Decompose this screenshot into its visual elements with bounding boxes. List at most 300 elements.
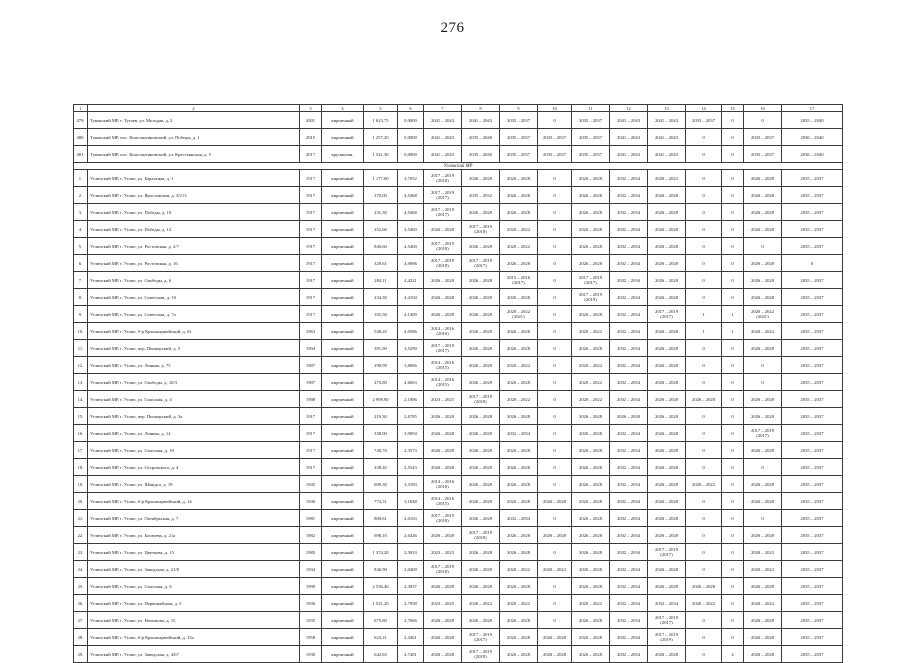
row-number: 14. [74, 391, 88, 408]
table-cell: 2026 – 2028 [648, 238, 686, 255]
table-cell: 2020 – 2022 [538, 561, 572, 578]
column-number: 12 [610, 105, 648, 112]
address-cell: Угличский МР, г. Углич, ул. Цветкова, д. 15 [88, 544, 300, 561]
row-number: 9. [74, 306, 88, 323]
address-cell: Угличский МР, г. Углич, ул. Ростовская, д. 16 [88, 255, 300, 272]
table-cell: 1 [722, 323, 744, 340]
table-cell: 2 998,90 [364, 391, 398, 408]
table-cell: 2026 – 2028 [744, 255, 782, 272]
table-cell: 846,90 [364, 561, 398, 578]
table-cell: 0,0000 [398, 112, 424, 129]
table-cell: 0 [686, 561, 722, 578]
table-cell: 2023 – 2025 [424, 595, 462, 612]
table-cell: 219,30 [364, 408, 398, 425]
address-cell: Угличский МР, г. Углич, ул. Свободы, д. 6 [88, 272, 300, 289]
table-cell: 0 [538, 595, 572, 612]
table-cell: 0 [722, 476, 744, 493]
table-cell: 2032 – 2034 [610, 493, 648, 510]
table-cell: 0 [686, 493, 722, 510]
table-cell: 2020 – 2022 [744, 323, 782, 340]
table-cell: 2026 – 2028 [686, 578, 722, 595]
table-cell: 2026 – 2028 [744, 578, 782, 595]
table-cell: 2026 – 2028 [572, 544, 610, 561]
address-cell: Угличский МР, г. Углич, ул. Советская, д. 7а [88, 306, 300, 323]
table-cell: 0 [686, 544, 722, 561]
table-cell: 2026 – 2028 [500, 476, 538, 493]
table-cell: 2017 – 2019 (2017) [572, 272, 610, 289]
table-cell: 2032 – 2034 [610, 578, 648, 595]
table-cell: 2026 – 2028 [424, 629, 462, 646]
table-cell: 2020 – 2022 [648, 170, 686, 187]
table-cell: 2041 – 2043 [648, 129, 686, 146]
table-cell: 2032 – 2034 [610, 289, 648, 306]
table-cell: 1935 [300, 612, 322, 629]
table-cell: 2026 – 2028 [572, 425, 610, 442]
table-cell: 0 [744, 459, 782, 476]
table-cell: 2020 – 2022 [500, 391, 538, 408]
table-cell: 2026 – 2028 [572, 255, 610, 272]
table-cell: 2020 – 2022 [572, 323, 610, 340]
table-cell: 4,5468 [398, 204, 424, 221]
table-cell: 675,80 [364, 612, 398, 629]
table-cell: 2,6785 [398, 408, 424, 425]
table-cell: кирпичный [322, 510, 364, 527]
table-cell: 2026 – 2028 [744, 527, 782, 544]
table-cell: 2026 – 2028 [648, 340, 686, 357]
table-cell: 1 541,30 [364, 146, 398, 163]
table-cell: 0 [538, 272, 572, 289]
table-cell: кирпичный [322, 129, 364, 146]
table-cell: 2026 – 2028 [648, 323, 686, 340]
table-cell: 0 [722, 238, 744, 255]
row-number: 18. [74, 459, 88, 476]
table-cell: 2035 – 2037 [500, 146, 538, 163]
table-cell: 2026 – 2028 [744, 272, 782, 289]
table-cell: 2017 – 2019 (2017) [424, 204, 462, 221]
table-cell: 2035 – 2037 [538, 129, 572, 146]
row-number: 15. [74, 408, 88, 425]
table-cell: 2026 – 2028 [538, 493, 572, 510]
table-row [74, 425, 843, 442]
column-number: 8 [462, 105, 500, 112]
table-cell: 2026 – 2028 [572, 561, 610, 578]
table-cell: 2026 – 2028 [424, 578, 462, 595]
table-cell: 2017 – 2019 (2019) [572, 289, 610, 306]
table-cell: 2026 – 2028 [462, 272, 500, 289]
table-cell: 0 [722, 146, 744, 163]
table-cell: 2026 – 2028 [424, 221, 462, 238]
table-cell: кирпичный [322, 255, 364, 272]
table-cell: 0 [722, 629, 744, 646]
table-cell: 0 [686, 255, 722, 272]
table-cell: 290,99 [364, 357, 398, 374]
table-cell: 0 [538, 544, 572, 561]
table-cell: кирпичный [322, 187, 364, 204]
table-cell: кирпичный [322, 272, 364, 289]
table-cell: 0 [722, 578, 744, 595]
table-cell: 2026 – 2028 [462, 357, 500, 374]
table-cell: 800,61 [364, 510, 398, 527]
table-cell: 0 [538, 221, 572, 238]
table-cell: 2026 – 2028 [500, 374, 538, 391]
table-cell: 1 257,20 [364, 129, 398, 146]
table-cell: 2035 – 2032 [462, 187, 500, 204]
table-cell: 2035 – 2037 [782, 187, 843, 204]
table-cell: 2041 – 2043 [610, 129, 648, 146]
table-cell: 1917 [300, 306, 322, 323]
table-cell: 370,00 [364, 187, 398, 204]
table-cell: 2035 – 2037 [782, 323, 843, 340]
table-cell: 329,61 [364, 255, 398, 272]
table-cell: 2026 – 2028 [648, 204, 686, 221]
table-row [74, 493, 843, 510]
table-cell: 2026 – 2028 [462, 238, 500, 255]
table-row [74, 391, 843, 408]
table-cell: 0 [722, 425, 744, 442]
table-row [74, 112, 843, 129]
row-number: 13. [74, 374, 88, 391]
table-cell: 2026 – 2028 [462, 476, 500, 493]
table-cell: кирпичный [322, 391, 364, 408]
table-cell: 2026 – 2028 [424, 306, 462, 323]
table-cell: 0 [686, 527, 722, 544]
table-cell: 2026 – 2028 [500, 459, 538, 476]
table-cell: 2026 – 2028 [744, 493, 782, 510]
table-cell: 2026 – 2028 [462, 493, 500, 510]
table-cell: 2026 – 2028 [572, 408, 610, 425]
table-cell: 0 [538, 510, 572, 527]
table-cell: 0 [722, 612, 744, 629]
table-cell: 2035 – 2037 [782, 170, 843, 187]
table-cell: 2026 – 2028 [572, 646, 610, 663]
table-row [74, 544, 843, 561]
table-cell: 2032 – 2034 [610, 629, 648, 646]
table-cell: 1 177,00 [364, 170, 398, 187]
section-row [74, 163, 843, 170]
address-cell: Угличский МР, г. Углич, ул. Победы, д. 10 [88, 204, 300, 221]
table-cell: 2041 – 2043 [648, 112, 686, 129]
table-cell: 2026 – 2028 [572, 612, 610, 629]
table-cell: 0 [722, 112, 744, 129]
table-cell: 2017 – 2019 (2018) [424, 238, 462, 255]
table-cell: 0 [686, 221, 722, 238]
table-cell: 2014 – 2016 (2015) [424, 357, 462, 374]
table-cell: 2035 – 2037 [782, 238, 843, 255]
table-cell: 2041 – 2043 [610, 146, 648, 163]
table-cell: 609,30 [364, 476, 398, 493]
table-cell: 0 [686, 129, 722, 146]
register-body [74, 105, 843, 663]
address-cell: Угличский МР, г. Углич, ул. Свободы, д. 10/3 [88, 374, 300, 391]
table-cell: 2026 – 2028 [500, 629, 538, 646]
table-cell: 1940 [300, 493, 322, 510]
table-cell: 2017 – 2019 (2017) [648, 612, 686, 629]
table-cell: 2035 – 2037 [572, 146, 610, 163]
table-cell: 2015 [300, 129, 322, 146]
table-cell: 1 623,75 [364, 112, 398, 129]
table-cell: 0 [686, 629, 722, 646]
table-cell: 0 [538, 476, 572, 493]
table-cell: 2032 – 2034 [610, 544, 648, 561]
table-cell: кирпичный [322, 112, 364, 129]
table-cell: 0 [686, 204, 722, 221]
table-cell: 2014 – 2016 (2015) [424, 493, 462, 510]
table-cell: 2026 – 2028 [648, 476, 686, 493]
row-number: 24. [74, 561, 88, 578]
table-cell: 338,00 [364, 425, 398, 442]
table-cell: 2017 – 2019 (2017) [424, 187, 462, 204]
table-cell: 0,0000 [398, 146, 424, 163]
table-row [74, 238, 843, 255]
table-cell: 2,7958 [398, 595, 424, 612]
table-cell: 0 [722, 289, 744, 306]
table-cell: 2020 – 2022 [572, 595, 610, 612]
row-number: 28. [74, 629, 88, 646]
table-cell: кирпичный [322, 629, 364, 646]
table-cell: 2,5543 [398, 459, 424, 476]
table-cell: 0 [686, 170, 722, 187]
table-cell: 2035 – 2037 [782, 204, 843, 221]
table-cell: кирпичный [322, 204, 364, 221]
table-cell: 2026 – 2028 [572, 629, 610, 646]
table-cell: 2026 – 2028 [744, 646, 782, 663]
table-cell: 2026 – 2028 [424, 646, 462, 663]
table-cell: 2017 – 2019 (2017) [744, 425, 782, 442]
table-cell: 2026 – 2028 [572, 170, 610, 187]
row-number: 19. [74, 476, 88, 493]
table-cell: 0 [686, 340, 722, 357]
table-cell: 1917 [300, 238, 322, 255]
table-cell: 2026 – 2028 [538, 527, 572, 544]
table-cell: кирпичный [322, 459, 364, 476]
table-cell: 2026 – 2028 [500, 493, 538, 510]
table-cell: 2026 – 2028 [648, 425, 686, 442]
table-cell: 238,40 [364, 459, 398, 476]
table-cell: 0 [722, 442, 744, 459]
table-cell: 2026 – 2028 [572, 459, 610, 476]
table-cell: 2035 – 2037 [500, 112, 538, 129]
table-cell: 2026 – 2028 [538, 629, 572, 646]
table-cell: 840,60 [364, 238, 398, 255]
table-cell: 0 [722, 374, 744, 391]
table-cell: кирпичный [322, 646, 364, 663]
table-cell: 2036 – 2040 [782, 129, 843, 146]
address-cell: Угличский МР, г. Углич, ул. Октябрьская, д. 7 [88, 510, 300, 527]
table-cell: 2026 – 2028 [572, 340, 610, 357]
table-cell: 0 [722, 187, 744, 204]
table-cell: 1917 [300, 187, 322, 204]
table-cell: 2041 – 2043 [648, 146, 686, 163]
table-cell: 4 [722, 646, 744, 663]
address-cell: Угличский МР, г. Углич, ул. Первомайская, д. 5 [88, 595, 300, 612]
table-cell: 1 [686, 306, 722, 323]
table-cell: 1908 [300, 391, 322, 408]
table-cell: 0 [686, 510, 722, 527]
table-cell: кирпичный [322, 340, 364, 357]
table-cell: 2035 – 2040 [462, 146, 500, 163]
table-cell: 2023 – 2025 [424, 391, 462, 408]
table-cell: 3,1848 [398, 493, 424, 510]
column-number: 4 [322, 105, 364, 112]
table-cell: 0 [538, 459, 572, 476]
table-cell: 2026 – 2028 [572, 442, 610, 459]
table-cell: 0 [686, 357, 722, 374]
table-cell: 0 [722, 340, 744, 357]
address-cell: Угличский МР, г. Углич, ул. Советская, д. 10 [88, 289, 300, 306]
table-cell: 2026 – 2028 [462, 408, 500, 425]
table-cell: 2026 – 2028 [744, 204, 782, 221]
table-cell: 2,0163 [398, 510, 424, 527]
table-cell: 2035 – 2037 [782, 544, 843, 561]
table-cell: 2026 – 2028 [744, 612, 782, 629]
table-cell: 3,8066 [398, 357, 424, 374]
table-cell: 0 [722, 204, 744, 221]
table-cell: 1930 [300, 595, 322, 612]
table-cell: 2020 – 2022 [686, 595, 722, 612]
table-cell: 0 [722, 408, 744, 425]
table-cell: 2035 – 2037 [782, 561, 843, 578]
table-cell: 2032 – 2034 [610, 238, 648, 255]
column-number: 6 [398, 105, 424, 112]
table-cell: 2026 – 2028 [500, 323, 538, 340]
row-number: 479. [74, 112, 88, 129]
table-cell: 2026 – 2028 [648, 561, 686, 578]
table-row [74, 221, 843, 238]
table-cell: 0 [538, 187, 572, 204]
table-row [74, 187, 843, 204]
table-cell: 2035 – 2037 [782, 221, 843, 238]
table-cell: 1963 [300, 323, 322, 340]
table-row [74, 629, 843, 646]
table-cell: 2035 – 2037 [782, 629, 843, 646]
table-cell: 2035 – 2037 [744, 129, 782, 146]
table-cell: 4,6063 [398, 374, 424, 391]
table-cell: 1 [722, 306, 744, 323]
table-row [74, 306, 843, 323]
table-cell: 1990 [300, 578, 322, 595]
row-number: 23. [74, 544, 88, 561]
row-number: 12. [74, 357, 88, 374]
table-cell: кирпичный [322, 527, 364, 544]
table-cell: 0 [538, 170, 572, 187]
table-cell: 2017 – 2019 (2018) [424, 561, 462, 578]
table-cell: 0 [686, 459, 722, 476]
table-cell: крупнопан. [322, 146, 364, 163]
table-cell: 2032 – 2034 [610, 204, 648, 221]
table-cell: 0,0000 [398, 129, 424, 146]
table-cell: 2,0469 [398, 561, 424, 578]
page-number: 276 [440, 20, 465, 36]
table-cell: 0 [722, 170, 744, 187]
table-cell: 0 [538, 408, 572, 425]
table-row [74, 527, 843, 544]
address-cell: Угличский МР, г. Углич, ул. Богачева, д. 21а [88, 527, 300, 544]
table-cell: 2032 – 2034 [610, 425, 648, 442]
table-cell: 2026 – 2028 [500, 170, 538, 187]
table-cell: кирпичный [322, 357, 364, 374]
table-cell: 0 [722, 255, 744, 272]
table-cell: 2017 – 2019 (2018) [462, 527, 500, 544]
table-cell: 2026 – 2028 [424, 289, 462, 306]
table-row [74, 442, 843, 459]
address-cell: Угличский МР, г. Углич, ул. Спасская, д. 4 [88, 391, 300, 408]
table-cell: 2026 – 2028 [744, 442, 782, 459]
row-number: 8. [74, 289, 88, 306]
table-cell: 0 [538, 340, 572, 357]
address-cell: Тунакский МР, пос. Константиновский, ул. Победы, д. 1 [88, 129, 300, 146]
table-cell: кирпичный [322, 425, 364, 442]
table-cell: 2020 – 2022 [500, 595, 538, 612]
table-cell: 2020 – 2022 [572, 391, 610, 408]
table-cell: 2026 – 2028 [648, 357, 686, 374]
table-cell: 2032 – 2034 [610, 459, 648, 476]
table-cell: 1917 [300, 170, 322, 187]
table-cell: 3,7052 [398, 170, 424, 187]
table-cell: 2032 – 2034 [610, 561, 648, 578]
table-cell: 2017 – 2019 (2017) [648, 544, 686, 561]
table-cell: 0 [722, 595, 744, 612]
table-cell: 231,30 [364, 204, 398, 221]
table-cell: 2035 – 2037 [782, 595, 843, 612]
address-cell: Угличский МР, г. Углич, ул. Нахимова, д. 15 [88, 612, 300, 629]
table-cell: 1904 [300, 340, 322, 357]
row-number: 1. [74, 170, 88, 187]
table-cell: кирпичный [322, 476, 364, 493]
table-cell: 2026 – 2028 [424, 408, 462, 425]
table-cell: 2035 – 2040 [782, 112, 843, 129]
table-cell: 2026 – 2028 [462, 204, 500, 221]
table-cell: 2026 – 2028 [462, 544, 500, 561]
address-cell: Угличский МР, г. Углич, ул. Ленина, д. 14 [88, 425, 300, 442]
table-cell: 4,0386 [398, 323, 424, 340]
row-number: 481. [74, 146, 88, 163]
table-cell: 2032 – 2034 [500, 425, 538, 442]
table-cell: 2035 – 2037 [686, 112, 722, 129]
table-cell: 2017 – 2019 (2018) [424, 255, 462, 272]
table-cell: 2020 – 2022 [500, 561, 538, 578]
table-cell: 2032 – 2034 [610, 646, 648, 663]
column-number: 7 [424, 105, 462, 112]
table-cell: 2026 – 2028 [572, 578, 610, 595]
table-cell: 2032 – 2034 [648, 595, 686, 612]
table-cell: 2026 – 2028 [462, 170, 500, 187]
table-cell: 1917 [300, 289, 322, 306]
table-cell: 0 [686, 146, 722, 163]
table-cell: 1945 [300, 476, 322, 493]
table-cell: 0 [538, 612, 572, 629]
table-cell: 2017 – 2019 (2018) [462, 646, 500, 663]
table-cell: 2032 – 2034 [610, 510, 648, 527]
table-cell: 2032 – 2034 [610, 612, 648, 629]
table-cell: 2020 – 2022 [572, 357, 610, 374]
table-cell: 0 [686, 374, 722, 391]
table-cell: кирпичный [322, 408, 364, 425]
table-row [74, 578, 843, 595]
table-cell: 1917 [300, 255, 322, 272]
table-cell: 774,31 [364, 493, 398, 510]
table-cell: 0 [744, 374, 782, 391]
table-cell: 2035 – 2040 [462, 129, 500, 146]
table-cell: 0 [722, 357, 744, 374]
table-cell: 2026 – 2028 [424, 425, 462, 442]
housing-register-table [73, 104, 843, 663]
table-row [74, 255, 843, 272]
table-cell: 2032 – 2034 [610, 306, 648, 323]
table-cell: 2026 – 2028 [648, 272, 686, 289]
row-number: 4. [74, 221, 88, 238]
table-row [74, 476, 843, 493]
row-number: 6. [74, 255, 88, 272]
